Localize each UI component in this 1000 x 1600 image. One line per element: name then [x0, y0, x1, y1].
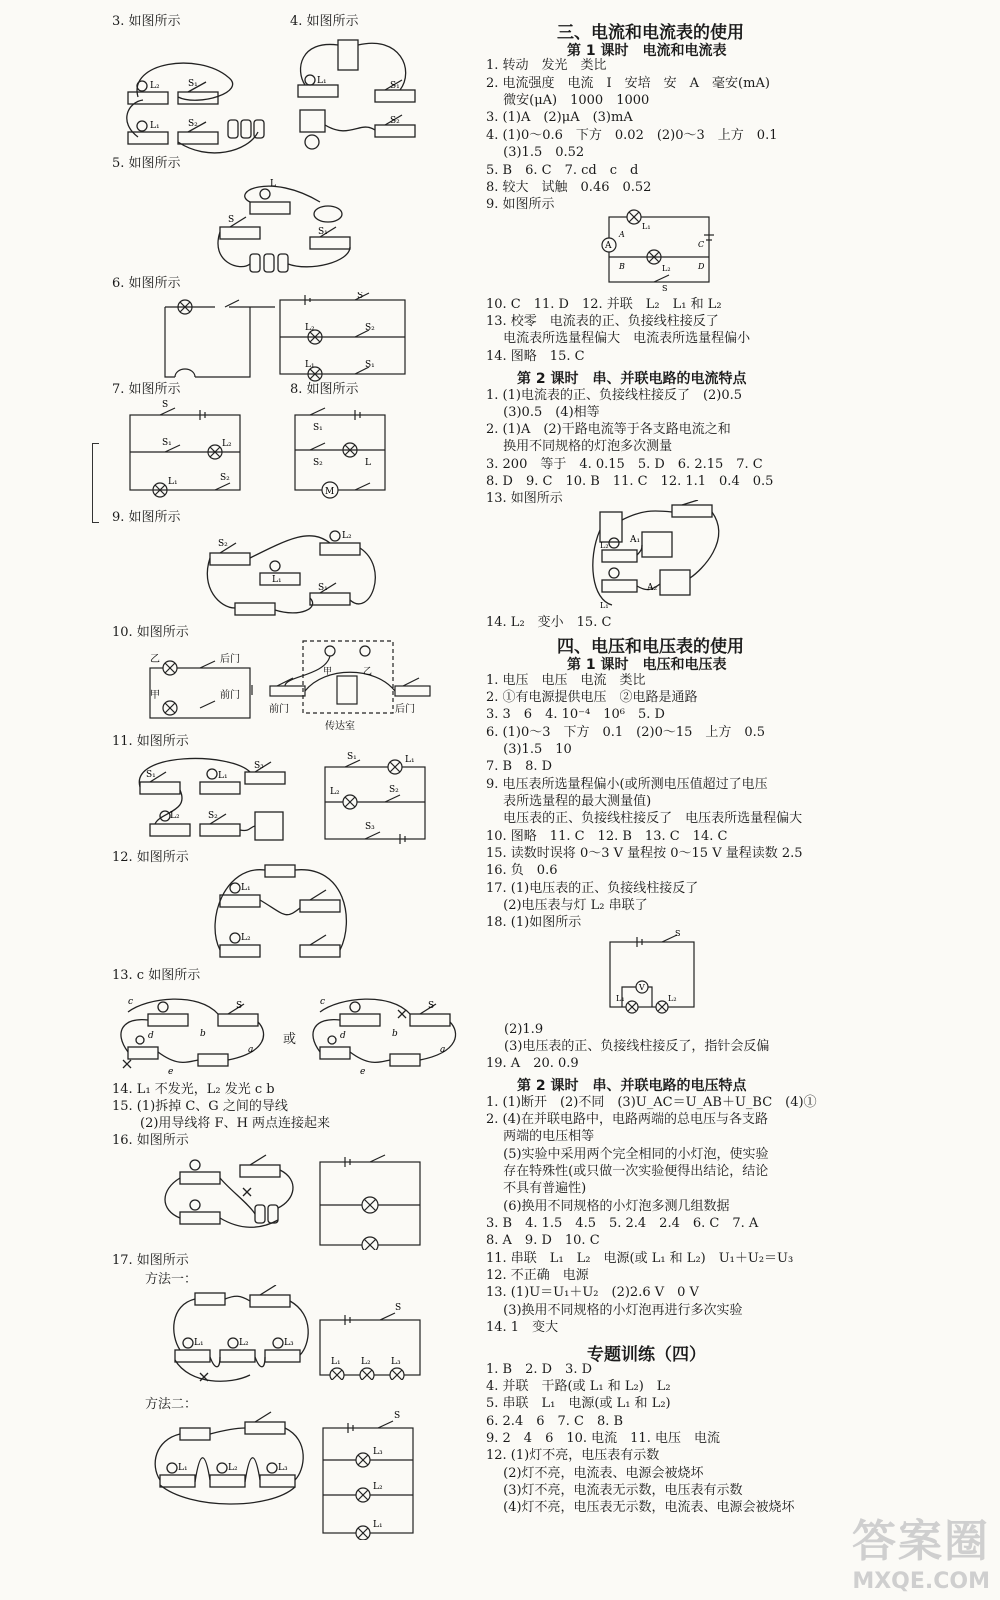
svg-text:L₁: L₁ [168, 477, 178, 487]
answer-line: (3)电压表的正、负接线柱接反了，指针会反偏 [504, 1039, 770, 1054]
svg-text:L₂: L₂ [241, 933, 251, 943]
answer-line: 10. C 11. D 12. 并联 L₂ L₁ 和 L₂ [486, 297, 722, 312]
svg-text:V: V [639, 983, 645, 992]
q4-label: 4. 如图所示 [290, 14, 359, 29]
svg-text:A: A [619, 230, 625, 239]
q13-dual-ammeter-figure [592, 500, 732, 610]
svg-text:S₁: S₁ [313, 423, 323, 433]
svg-text:L₁: L₁ [331, 1357, 341, 1367]
answer-line: 不具有普遍性) [486, 1181, 587, 1196]
svg-text:L₁: L₁ [642, 222, 651, 231]
answer-line: 14. L₂ 变小 15. C [486, 615, 612, 630]
answer-line: 9. 2 4 6 10. 电流 11. 电压 电流 [486, 1431, 720, 1446]
q16-circuit-figure [160, 1150, 300, 1235]
svg-text:S: S [228, 215, 235, 225]
q13-label: 13. c 如图所示 [112, 968, 201, 983]
section3-lesson1-heading: 第 1 课时 电流和电流表 [567, 43, 727, 59]
q17-method2-circuit-figure [150, 1410, 310, 1510]
svg-text:后门: 后门 [220, 654, 240, 665]
answer-line: 换用不同规格的灯泡多次测量 [486, 439, 673, 454]
q10-circuit-figure [265, 636, 440, 736]
svg-text:L₁: L₁ [305, 360, 315, 370]
q6-schematic-figure [155, 292, 455, 382]
section3-lesson2-heading: 第 2 课时 串、并联电路的电流特点 [517, 371, 747, 387]
svg-text:d: d [340, 1031, 346, 1041]
svg-text:S₁: S₁ [318, 583, 328, 593]
svg-text:L₁: L₁ [600, 601, 609, 610]
svg-text:A₂: A₂ [647, 583, 658, 593]
answer-line: (5)实验中采用两个完全相同的小灯泡，使实验 [486, 1147, 769, 1162]
svg-text:传达室: 传达室 [325, 721, 355, 732]
watermark [852, 1505, 990, 1594]
svg-text:L₂: L₂ [600, 541, 609, 550]
svg-text:S₂: S₂ [313, 458, 323, 468]
q17-method1-schematic-figure [315, 1300, 430, 1380]
q15-text-1: 15. (1)拆掉 C、G 之间的导线 [112, 1099, 288, 1114]
q16-schematic-figure [305, 1150, 430, 1250]
answer-line: (3)0.5 (4)相等 [486, 405, 600, 420]
svg-text:A: A [605, 241, 612, 251]
answer-line: (3)换用不同规格的小灯泡再进行多次实验 [486, 1303, 743, 1318]
svg-text:L: L [365, 458, 371, 468]
q6-label: 6. 如图所示 [112, 276, 181, 291]
svg-text:L₂: L₂ [361, 1357, 371, 1367]
q4-circuit-figure [290, 30, 420, 155]
svg-text:c: c [128, 997, 134, 1007]
q18-voltmeter-schematic-figure [602, 930, 702, 1015]
svg-text:L₁: L₁ [616, 994, 625, 1003]
svg-text:L₁: L₁ [241, 883, 251, 893]
answer-line: 19. A 20. 0.9 [486, 1056, 579, 1071]
answer-line: 6. 2.4 6 7. C 8. B [486, 1414, 624, 1429]
answer-line: 18. (1)如图所示 [486, 915, 582, 930]
answer-line: (3)灯不亮，电流表无示数，电压表有示数 [486, 1483, 743, 1498]
q13-circuit-figure-b [310, 992, 470, 1077]
svg-text:L₂: L₂ [305, 323, 315, 333]
answer-line: (2)电压表与灯 L₂ 串联了 [486, 898, 648, 913]
answer-line: 6. (1)0～3 下方 0.1 (2)0～15 上方 0.5 [486, 725, 766, 740]
answer-line: 15. 读数时误将 0～3 V 量程按 0～15 V 量程读数 2.5 [486, 846, 803, 861]
svg-text:L₂: L₂ [662, 264, 671, 273]
answer-line: 14. 1 变大 [486, 1320, 559, 1335]
answer-line: 2. 电流强度 电流 I 安培 安 A 毫安(mA) [486, 76, 770, 91]
svg-text:L₃: L₃ [278, 1463, 288, 1473]
answer-line: 11. 串联 L₁ L₂ 电源(或 L₁ 和 L₂) U₁＋U₂＝U₃ [486, 1251, 794, 1266]
answer-line: 1. (1)电流表的正、负接线柱接反了 (2)0.5 [486, 388, 743, 403]
svg-text:乙: 乙 [150, 654, 160, 665]
svg-text:S₁: S₁ [188, 79, 198, 89]
left-column [0, 0, 480, 1600]
svg-text:L₂: L₂ [373, 1482, 383, 1492]
svg-text:A₁: A₁ [630, 535, 641, 545]
q3-label: 3. 如图所示 [112, 14, 181, 29]
svg-text:L₂: L₂ [330, 787, 340, 797]
q12-circuit-figure [205, 860, 365, 970]
svg-text:S₁: S₁ [365, 360, 375, 370]
svg-text:S₂: S₂ [365, 323, 375, 333]
q5-circuit-figure [210, 172, 360, 277]
answer-line: 存在特殊性(或只做一次实验便得出结论，结论 [486, 1164, 769, 1179]
svg-text:L₂: L₂ [170, 811, 180, 821]
svg-text:L₂: L₂ [222, 439, 232, 449]
svg-text:S₃: S₃ [365, 822, 375, 832]
svg-text:e: e [168, 1067, 174, 1077]
svg-text:a: a [440, 1045, 446, 1055]
watermark-url: MXQE.COM [852, 1569, 990, 1594]
q17-method2-label: 方法二： [145, 1397, 198, 1412]
answer-line: 13. 校零 电流表的正、负接线柱接反了 [486, 314, 719, 329]
svg-text:S: S [428, 1001, 435, 1011]
answer-line: 微安(μA) 1000 1000 [486, 93, 650, 108]
svg-text:S: S [675, 930, 681, 938]
section4-heading: 四、电压和电压表的使用 [557, 637, 744, 657]
svg-text:S₂: S₂ [188, 119, 198, 129]
answer-line: (3)1.5 10 [486, 742, 572, 757]
q17-method1-label: 方法一： [145, 1272, 198, 1287]
svg-text:e: e [360, 1067, 366, 1077]
svg-text:L₁: L₁ [178, 1463, 188, 1473]
answer-line: 3. (1)A (2)μA (3)mA [486, 110, 633, 125]
q13-circuit-figure-a [118, 992, 278, 1077]
svg-text:S: S [662, 284, 668, 292]
q9-label: 9. 如图所示 [112, 510, 181, 525]
svg-text:后门: 后门 [395, 704, 415, 715]
svg-text:L₁: L₁ [150, 121, 160, 131]
svg-text:S: S [236, 1001, 243, 1011]
q9-circuit-figure [200, 528, 385, 623]
q11-circuit-figure [130, 752, 300, 847]
svg-text:S₁: S₁ [162, 438, 172, 448]
margin-bracket [92, 443, 99, 523]
q17-method1-circuit-figure [170, 1285, 310, 1385]
svg-text:L₂: L₂ [668, 994, 677, 1003]
svg-text:L₁: L₁ [405, 755, 415, 765]
answer-line: 9. 电压表所选量程偏小(或所测电压值超过了电压 [486, 777, 768, 792]
answer-line: 9. 如图所示 [486, 197, 555, 212]
answer-line: 8. 较大 试触 0.46 0.52 [486, 180, 652, 195]
svg-text:S₂: S₂ [389, 785, 399, 795]
answer-line: 3. 3 6 4. 10⁻⁴ 10⁶ 5. D [486, 707, 665, 722]
section4-lesson1-heading: 第 1 课时 电压和电压表 [567, 657, 727, 673]
svg-text:S₁: S₁ [390, 81, 400, 91]
q5-label: 5. 如图所示 [112, 156, 181, 171]
answer-line: (2)灯不亮，电流表、电源会被烧坏 [486, 1466, 704, 1481]
svg-text:B: B [619, 262, 625, 271]
svg-text:甲: 甲 [323, 667, 333, 677]
answer-line: 8. A 9. D 10. C [486, 1233, 600, 1248]
answer-line: 14. 图略 15. C [486, 349, 585, 364]
q7-label: 7. 如图所示 [112, 382, 181, 397]
svg-text:M: M [325, 487, 335, 497]
svg-text:d: d [148, 1031, 154, 1041]
svg-text:S: S [162, 400, 169, 410]
q15-text-2: (2)用导线将 F、H 两点连接起来 [140, 1116, 331, 1131]
right-column [482, 0, 1000, 1600]
answer-line: 16. 负 0.6 [486, 863, 558, 878]
answer-line: 10. 图略 11. C 12. B 13. C 14. C [486, 829, 728, 844]
q17-label: 17. 如图所示 [112, 1253, 189, 1268]
svg-text:前门: 前门 [220, 690, 240, 701]
answer-line: 8. D 9. C 10. B 11. C 12. 1.1 0.4 0.5 [486, 474, 774, 489]
answer-line: 13. (1)U＝U₁＋U₂ (2)2.6 V 0 V [486, 1285, 699, 1300]
answer-line: 5. B 6. C 7. cd c d [486, 163, 639, 178]
svg-text:L₁: L₁ [317, 76, 327, 86]
svg-text:C: C [698, 240, 705, 249]
svg-text:S₂: S₂ [208, 811, 218, 821]
answer-line: 2. (4)在并联电路中，电路两端的总电压与各支路 [486, 1112, 768, 1127]
svg-text:S₂: S₂ [390, 116, 400, 126]
q13-or-text: 或 [283, 1032, 297, 1047]
answer-line: 12. (1)灯不亮，电压表有示数 [486, 1448, 660, 1463]
answer-line: 表所选量程的最大测量值) [486, 794, 652, 809]
svg-text:c: c [320, 997, 326, 1007]
q9-ammeter-schematic-figure [594, 207, 724, 292]
answer-line: 1. 转动 发光 类比 [486, 58, 607, 73]
svg-text:S₃: S₃ [254, 761, 264, 771]
answer-line: 13. 如图所示 [486, 491, 563, 506]
svg-text:L₁: L₁ [373, 1520, 383, 1530]
q14-text: 14. L₁ 不发光，L₂ 发光 c b [112, 1082, 275, 1097]
answer-line: 12. 不正确 电源 [486, 1268, 589, 1283]
answer-line: 17. (1)电压表的正、负接线柱接反了 [486, 881, 699, 896]
answer-line: 2. (1)A (2)干路电流等于各支路电流之和 [486, 422, 731, 437]
answer-line: 4. (1)0～0.6 下方 0.02 (2)0～3 上方 0.1 [486, 128, 778, 143]
svg-text:b: b [200, 1029, 206, 1039]
svg-text:L₁: L₁ [218, 771, 228, 781]
svg-text:L₂: L₂ [342, 531, 352, 541]
watermark-logo-text: 答案圈 [852, 1516, 990, 1567]
answer-line: 4. 并联 干路(或 L₁ 和 L₂) L₂ [486, 1379, 671, 1394]
svg-text:a: a [248, 1045, 254, 1055]
q12-label: 12. 如图所示 [112, 850, 189, 865]
svg-text:前门: 前门 [269, 704, 289, 715]
svg-text:S₁: S₁ [146, 770, 156, 780]
answer-line: 1. (1)断开 (2)不同 (3)U_AC＝U_AB＋U_BC (4)① [486, 1095, 817, 1110]
svg-text:乙: 乙 [363, 667, 373, 677]
answer-line: (6)换用不同规格的小灯泡多测几组数据 [486, 1199, 730, 1214]
answer-line: 3. B 4. 1.5 4.5 5. 2.4 2.4 6. C 7. A [486, 1216, 759, 1231]
answer-line: 电流表所选量程偏大 电流表所选量程偏小 [486, 331, 751, 346]
svg-text:S: S [394, 1411, 401, 1421]
answer-line: (3)1.5 0.52 [486, 145, 585, 160]
q16-label: 16. 如图所示 [112, 1133, 189, 1148]
section3-heading: 三、电流和电流表的使用 [557, 23, 744, 43]
svg-text:L₂: L₂ [239, 1338, 249, 1348]
answer-line: 5. 串联 L₁ 电源(或 L₁ 和 L₂) [486, 1396, 671, 1411]
answer-line: 1. 电压 电压 电流 类比 [486, 673, 646, 688]
q10-schematic-figure [140, 650, 260, 725]
svg-text:L₁: L₁ [194, 1338, 204, 1348]
answer-line: 1. B 2. D 3. D [486, 1362, 593, 1377]
svg-text:L₃: L₃ [391, 1357, 401, 1367]
svg-text:S: S [357, 292, 364, 301]
q8-label: 8. 如图所示 [290, 382, 359, 397]
svg-text:S₁: S₁ [318, 227, 328, 237]
svg-text:S₂: S₂ [220, 473, 230, 483]
svg-text:L₂: L₂ [150, 81, 160, 91]
answer-line: (2)1.9 [504, 1022, 544, 1037]
svg-text:L₂: L₂ [228, 1463, 238, 1473]
answer-line: 电压表的正、负接线柱接反了 电压表所选量程偏大 [486, 811, 803, 826]
answer-line: 7. B 8. D [486, 759, 553, 774]
q7-schematic-figure [120, 400, 250, 500]
answer-line: 两端的电压相等 [486, 1129, 595, 1144]
q11-label: 11. 如图所示 [112, 734, 189, 749]
answer-line: 2. ①有电源提供电压 ②电路是通路 [486, 690, 698, 705]
section4-lesson2-heading: 第 2 课时 串、并联电路的电压特点 [517, 1078, 747, 1094]
svg-text:甲: 甲 [150, 690, 160, 701]
q10-label: 10. 如图所示 [112, 625, 189, 640]
svg-text:L: L [270, 179, 276, 189]
special-training-heading: 专题训练（四） [587, 1345, 706, 1365]
q17-method2-schematic-figure [318, 1410, 428, 1540]
answer-line: (4)灯不亮，电压表无示数，电流表、电源会被烧坏 [486, 1500, 795, 1515]
svg-text:b: b [392, 1029, 398, 1039]
svg-text:D: D [698, 262, 705, 271]
svg-text:S: S [395, 1303, 402, 1313]
svg-text:L₁: L₁ [272, 575, 282, 585]
q11-schematic-figure [315, 752, 435, 847]
q3-circuit-figure [118, 52, 278, 162]
svg-text:S₁: S₁ [347, 752, 357, 762]
q8-schematic-figure [285, 405, 395, 500]
svg-text:S₂: S₂ [218, 539, 228, 549]
answer-line: 3. 200 等于 4. 0.15 5. D 6. 2.15 7. C [486, 457, 763, 472]
svg-text:L₃: L₃ [284, 1338, 294, 1348]
svg-text:L₃: L₃ [373, 1447, 383, 1457]
